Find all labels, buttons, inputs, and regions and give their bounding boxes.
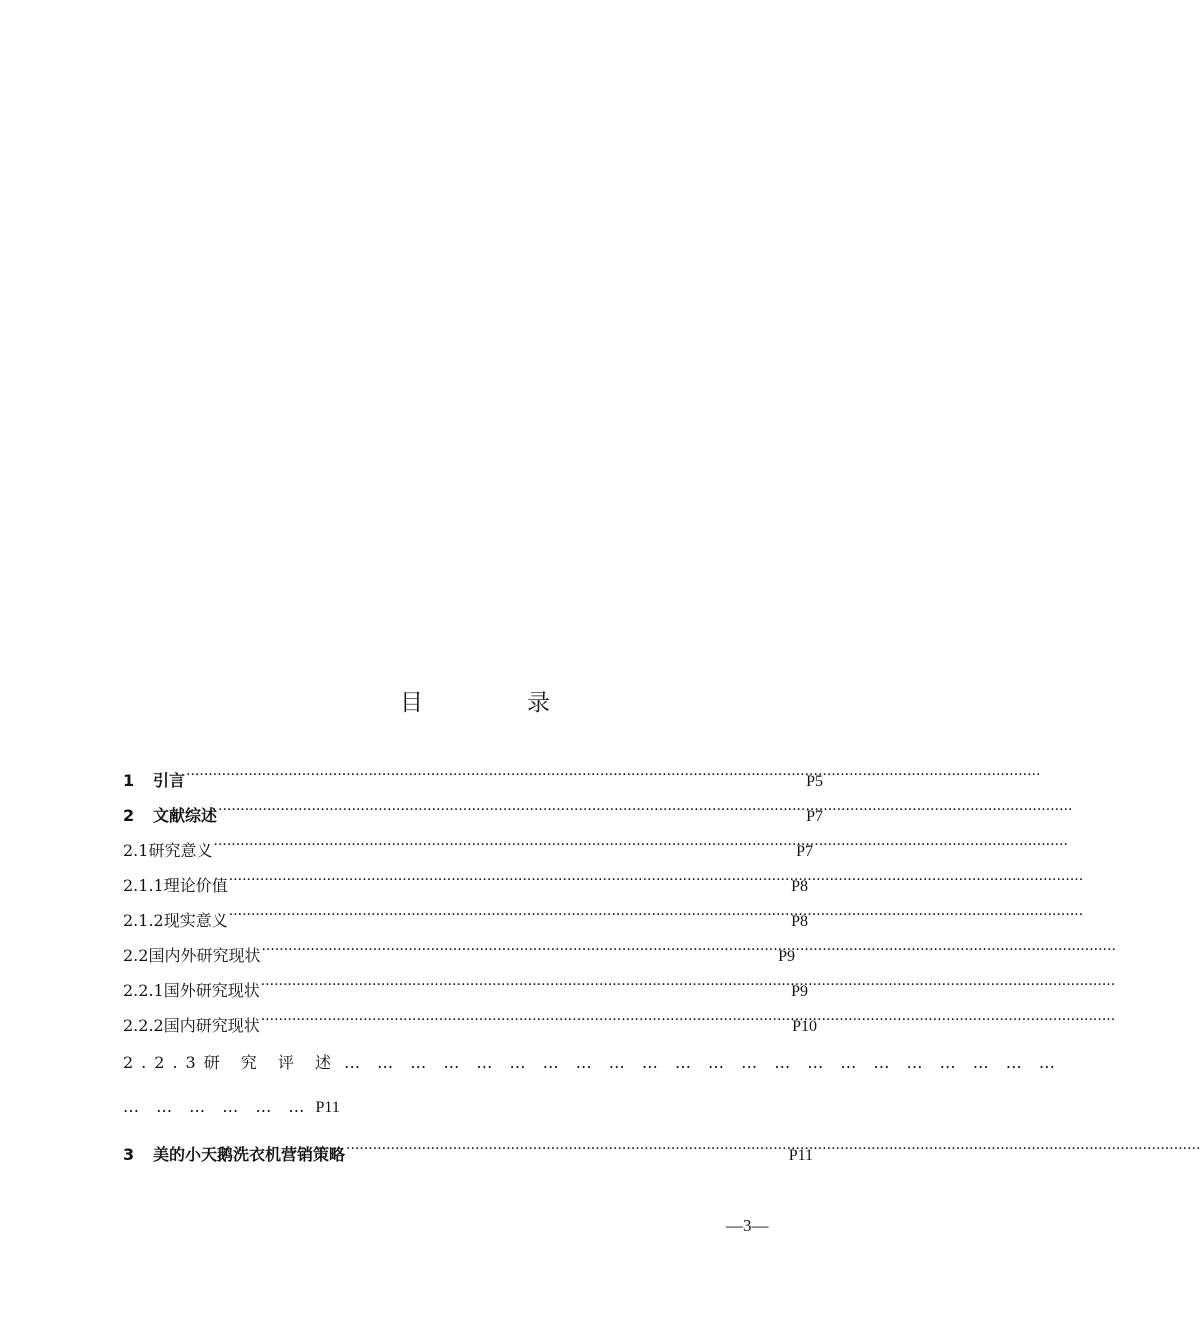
toc-entry-label: 研究意义 <box>148 841 213 860</box>
toc-entry-page: P10 <box>792 1018 817 1035</box>
dot-leader <box>213 840 795 856</box>
toc-title <box>0 684 950 717</box>
toc-entry-introduction[interactable] <box>123 768 823 794</box>
toc-entry-number: 2.1.2 <box>123 911 164 930</box>
toc-entry-number: 2.1 <box>123 841 149 860</box>
toc-entry-literature-review[interactable] <box>123 803 823 829</box>
toc-entry-page: P7 <box>796 843 813 860</box>
toc-entry-label: 文献综述 <box>153 806 218 825</box>
toc-entry-page: P11 <box>315 1099 340 1116</box>
toc-entry-number: 2.2 <box>123 946 149 965</box>
dot-leader <box>261 980 790 996</box>
toc-entry-number: 2 <box>123 806 135 825</box>
toc-entry-research-review-continued[interactable] <box>123 1097 340 1117</box>
toc-title-char-2: 录 <box>527 690 550 716</box>
toc-entry-domestic-research[interactable] <box>123 1013 817 1039</box>
toc-entry-label: 国内外研究现状 <box>148 946 261 965</box>
dot-leader: … … … … … … … … … … … … … … … … … … … … … … <box>344 1053 1061 1072</box>
toc-entry-research-status[interactable] <box>123 943 795 969</box>
toc-entry-label: 2.2.3研 究 评 述 <box>123 1053 339 1072</box>
toc-entry-label: 理论价值 <box>163 876 228 895</box>
toc-entry-page: P8 <box>791 878 808 895</box>
dot-leader <box>218 805 805 821</box>
toc-entry-page: P9 <box>778 948 795 965</box>
toc-entry-number: 2.2.1 <box>123 981 164 1000</box>
toc-entry-label: 现实意义 <box>163 911 228 930</box>
toc-entry-number: 2.1.1 <box>123 876 164 895</box>
toc-entry-research-review[interactable] <box>123 1050 1061 1073</box>
toc-entry-theoretical-value[interactable] <box>123 873 808 899</box>
toc-entry-label: 国外研究现状 <box>163 981 260 1000</box>
toc-entry-label: 引言 <box>153 771 186 790</box>
dot-leader <box>229 910 790 926</box>
toc-entry-page: P5 <box>806 773 823 790</box>
toc-entry-number: 1 <box>123 771 135 790</box>
dot-leader <box>229 875 790 891</box>
toc-entry-foreign-research[interactable] <box>123 978 808 1004</box>
page-number: —3— <box>726 1216 769 1235</box>
toc-entry-page: P9 <box>791 983 808 1000</box>
dot-leader <box>346 1144 788 1160</box>
dot-leader <box>261 1015 791 1031</box>
toc-entry-label: 美的小天鹅洗衣机营销策略 <box>153 1145 346 1164</box>
toc-entry-practical-significance[interactable] <box>123 908 808 934</box>
toc-entry-page: P7 <box>806 808 823 825</box>
dot-leader <box>186 770 805 786</box>
toc-entry-page: P8 <box>791 913 808 930</box>
toc-entry-research-significance[interactable] <box>123 838 813 864</box>
dot-leader: … … … … … … <box>123 1097 311 1116</box>
toc-entry-number: 3 <box>123 1145 135 1164</box>
toc-entry-marketing-strategy[interactable] <box>123 1142 813 1168</box>
toc-entry-number: 2.2.2 <box>123 1016 164 1035</box>
toc-title-char-1: 目 <box>400 690 423 716</box>
toc-entry-label: 国内研究现状 <box>163 1016 260 1035</box>
toc-entry-page: P11 <box>788 1147 813 1164</box>
dot-leader <box>261 945 777 961</box>
